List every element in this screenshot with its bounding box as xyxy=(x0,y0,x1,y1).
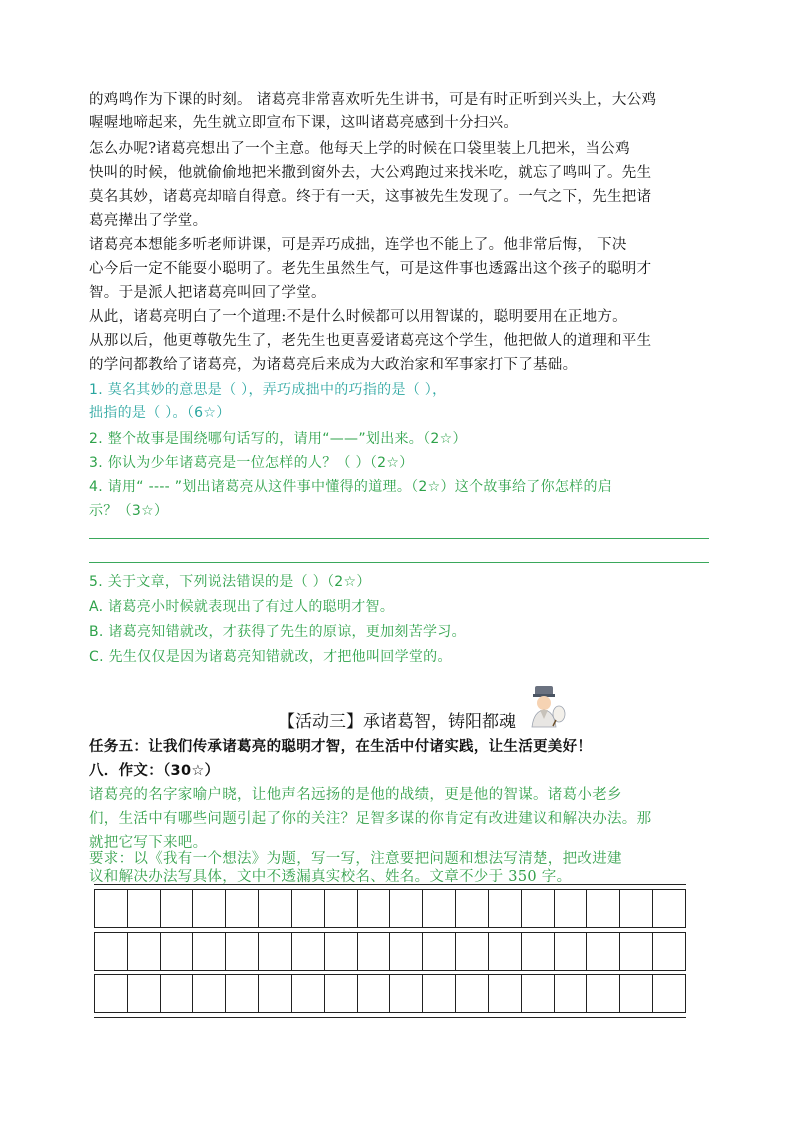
option-b: B. 诸葛亮知错就改，才获得了先生的原谅，更加刻苦学习。 xyxy=(89,624,466,640)
grid-top-line xyxy=(94,884,686,885)
grid-cell[interactable] xyxy=(160,974,193,1013)
grid-cell[interactable] xyxy=(652,932,686,971)
grid-cell[interactable] xyxy=(324,889,357,928)
grid-cell[interactable] xyxy=(192,932,225,971)
grid-cell[interactable] xyxy=(225,889,258,928)
passage-line: 从那以后，他更尊敬先生了，老先生也更喜爱诸葛亮这个学生，他把做人的道理和平生 xyxy=(89,333,652,349)
grid-cell[interactable] xyxy=(488,974,521,1013)
passage-line: 怎么办呢?诸葛亮想出了一个主意。他每天上学的时候在口袋里装上几把米，当公鸡 xyxy=(89,141,630,157)
grid-cell[interactable] xyxy=(586,974,619,1013)
question-3: 3. 你认为少年诸葛亮是一位怎样的人？（ ）（2☆） xyxy=(89,455,414,471)
question-4: 4. 请用“ ---- ”划出诸葛亮从这件事中懂得的道理。（2☆）这个故事给了你怎样的启 xyxy=(89,479,613,495)
essay-prompt-line: 就把它写下来吧。 xyxy=(89,835,208,851)
question-1: 1. 莫名其妙的意思是（ ），弄巧成拙中的巧指的是（ ）， xyxy=(89,382,447,398)
grid-cell[interactable] xyxy=(586,889,619,928)
grid-cell[interactable] xyxy=(291,889,324,928)
grid-cell[interactable] xyxy=(554,974,587,1013)
grid-cell[interactable] xyxy=(521,932,554,971)
grid-cell[interactable] xyxy=(455,889,488,928)
grid-cell[interactable] xyxy=(127,889,160,928)
option-a: A. 诸葛亮小时候就表现出了有过人的聪明才智。 xyxy=(89,599,395,615)
grid-cell[interactable] xyxy=(652,974,686,1013)
grid-cell[interactable] xyxy=(619,889,652,928)
activity-heading: 【活动三】承诸葛智，铸阳都魂 xyxy=(278,712,516,732)
essay-prompt-line: 们，生活中有哪些问题引起了你的关注？足智多谋的你肯定有改进建议和解决办法。那 xyxy=(89,811,652,827)
grid-cell[interactable] xyxy=(422,974,455,1013)
grid-cell[interactable] xyxy=(258,974,291,1013)
passage-line: 从此，诸葛亮明白了一个道理:不是什么时候都可以用智谋的，聪明要用在正地方。 xyxy=(89,309,627,325)
task-title: 任务五：让我们传承诸葛亮的聪明才智，在生活中付诸实践，让生活更美好！ xyxy=(89,739,593,755)
essay-prompt-line: 议和解决办法写具体，文中不透漏真实校名、姓名。文章不少于 350 字。 xyxy=(89,869,572,885)
grid-cell[interactable] xyxy=(258,889,291,928)
grid-cell[interactable] xyxy=(357,932,390,971)
grid-bottom-line xyxy=(94,1017,686,1018)
answer-line[interactable] xyxy=(89,538,709,539)
grid-cell[interactable] xyxy=(192,889,225,928)
grid-cell[interactable] xyxy=(488,889,521,928)
passage-line: 心今后一定不能耍小聪明了。老先生虽然生气，可是这件事也透露出这个孩子的聪明才 xyxy=(89,261,652,277)
grid-cell[interactable] xyxy=(127,932,160,971)
grid-cell[interactable] xyxy=(586,932,619,971)
grid-cell[interactable] xyxy=(619,974,652,1013)
grid-cell[interactable] xyxy=(455,932,488,971)
question-4-cont: 示？（3☆） xyxy=(89,503,169,519)
grid-cell[interactable] xyxy=(389,889,422,928)
grid-cell[interactable] xyxy=(422,932,455,971)
grid-cell[interactable] xyxy=(225,932,258,971)
question-1-cont: 拙指的是（ ）。（6☆） xyxy=(89,405,231,421)
passage-line: 智。于是派人把诸葛亮叫回了学堂。 xyxy=(89,285,326,301)
grid-cell[interactable] xyxy=(192,974,225,1013)
grid-cell[interactable] xyxy=(455,974,488,1013)
grid-cell[interactable] xyxy=(521,974,554,1013)
grid-cell[interactable] xyxy=(389,932,422,971)
section-title: 八．作文：（30☆） xyxy=(89,763,220,779)
grid-cell[interactable] xyxy=(554,889,587,928)
grid-cell[interactable] xyxy=(225,974,258,1013)
passage-line: 葛亮撵出了学堂。 xyxy=(89,213,208,229)
grid-cell[interactable] xyxy=(619,932,652,971)
grid-cell[interactable] xyxy=(324,932,357,971)
passage-line: 的鸡鸣作为下课的时刻。 诸葛亮非常喜欢听先生讲书，可是有时正听到兴头上，大公鸡 xyxy=(89,92,657,108)
passage-line: 诸葛亮本想能多听老师讲课，可是弄巧成拙，连学也不能上了。他非常后悔， 下决 xyxy=(89,237,627,253)
question-5: 5. 关于文章，下列说法错误的是（ ）（2☆） xyxy=(89,574,371,590)
grid-cell[interactable] xyxy=(554,932,587,971)
grid-row[interactable] xyxy=(94,889,686,928)
grid-cell[interactable] xyxy=(94,889,127,928)
grid-cell[interactable] xyxy=(488,932,521,971)
grid-cell[interactable] xyxy=(291,974,324,1013)
grid-row[interactable] xyxy=(94,974,686,1013)
passage-line: 莫名其妙，诸葛亮却暗自得意。终于有一天，这事被先生发现了。一气之下，先生把诸 xyxy=(89,189,652,205)
zhuge-liang-cartoon-icon xyxy=(522,683,566,729)
essay-prompt-line: 要求：以《我有一个想法》为题，写一写，注意要把问题和想法写清楚，把改进建 xyxy=(89,851,622,867)
grid-cell[interactable] xyxy=(258,932,291,971)
answer-line[interactable] xyxy=(89,562,709,563)
grid-cell[interactable] xyxy=(160,932,193,971)
essay-prompt-line: 诸葛亮的名字家喻户晓，让他声名远扬的是他的战绩，更是他的智谋。诸葛小老乡 xyxy=(89,787,622,803)
grid-cell[interactable] xyxy=(94,932,127,971)
question-2: 2. 整个故事是围绕哪句话写的，请用“——”划出来。（2☆） xyxy=(89,431,467,447)
grid-cell[interactable] xyxy=(389,974,422,1013)
grid-cell[interactable] xyxy=(127,974,160,1013)
grid-cell[interactable] xyxy=(357,889,390,928)
grid-cell[interactable] xyxy=(94,974,127,1013)
passage-line: 的学问都教给了诸葛亮，为诸葛亮后来成为大政治家和军事家打下了基础。 xyxy=(89,357,578,373)
grid-cell[interactable] xyxy=(652,889,686,928)
grid-cell[interactable] xyxy=(160,889,193,928)
grid-row[interactable] xyxy=(94,932,686,971)
option-c: C. 先生仅仅是因为诸葛亮知错就改，才把他叫回学堂的。 xyxy=(89,649,452,665)
grid-cell[interactable] xyxy=(357,974,390,1013)
grid-cell[interactable] xyxy=(521,889,554,928)
passage-line: 喔喔地啼起来，先生就立即宣布下课，这叫诸葛亮感到十分扫兴。 xyxy=(89,115,519,131)
passage-line: 快叫的时候，他就偷偷地把米撒到窗外去，大公鸡跑过来找米吃，就忘了鸣叫了。先生 xyxy=(89,165,652,181)
grid-cell[interactable] xyxy=(291,932,324,971)
grid-cell[interactable] xyxy=(422,889,455,928)
grid-cell[interactable] xyxy=(324,974,357,1013)
